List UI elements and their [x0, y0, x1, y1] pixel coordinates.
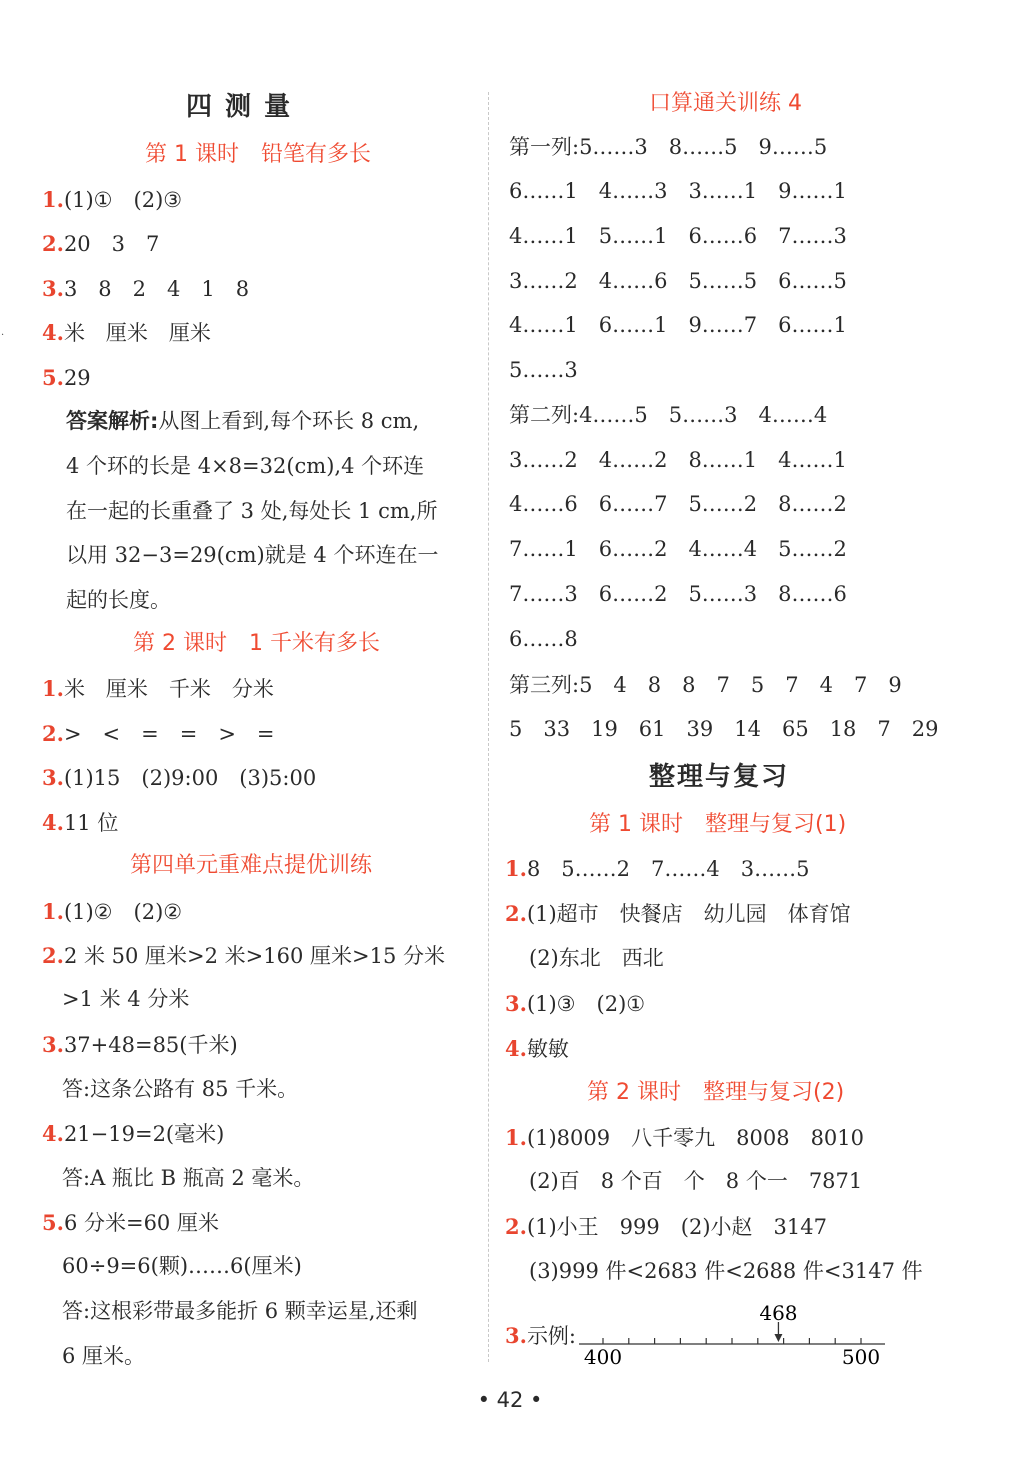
review2-header: 第 2 课时 整理与复习(2)	[587, 1080, 845, 1105]
end-label: 500	[841, 1345, 881, 1369]
calc-line: 4……6 6……7 5……2 8……2	[509, 492, 847, 516]
explanation-line: 在一起的长重叠了 3 处,每处长 1 cm,所	[66, 499, 438, 523]
calc-line: 第三列:5 4 8 8 7 5 7 4 7 9	[509, 673, 902, 697]
answer-line: 答:这条公路有 85 千米。	[62, 1077, 299, 1101]
answer-line: 1.米 厘米 千米 分米	[42, 676, 274, 701]
review-title: 整理与复习	[649, 762, 790, 792]
calc-line: 7……1 6……2 4……4 5……2	[509, 537, 847, 561]
edge-mark: ·	[1, 330, 5, 341]
lesson1-header: 第 1 课时 铅笔有多长	[145, 142, 371, 167]
calc-line: 3……2 4……2 8……1 4……1	[509, 448, 847, 472]
answer-line: 60÷9=6(颗)……6(厘米)	[62, 1254, 302, 1278]
unit-header: 第四单元重难点提优训练	[130, 853, 373, 878]
answer-line: 2.20 3 7	[42, 231, 160, 256]
explanation-line: 4 个环的长是 4×8=32(cm),4 个环连	[66, 454, 425, 478]
answer-line: 2.(1)超市 快餐店 幼儿园 体育馆	[505, 901, 851, 926]
answer-line: 4.米 厘米 厘米	[42, 320, 211, 345]
answer-line: (2)东北 西北	[529, 946, 664, 970]
answer-line: 5.29	[42, 365, 91, 390]
review1-header: 第 1 课时 整理与复习(1)	[589, 812, 847, 837]
answer-line: 1.8 5……2 7……4 3……5	[505, 856, 810, 881]
answer-line: 1.(1)8009 八千零九 8008 8010	[505, 1125, 865, 1150]
column-divider	[488, 92, 489, 1362]
calc-line: 6……1 4……3 3……1 9……1	[509, 179, 847, 203]
calc-header: 口算通关训练 4	[649, 91, 802, 116]
calc-line: 5 33 19 61 39 14 65 18 7 29	[509, 717, 939, 741]
answer-line: 2.2 米 50 厘米>2 米>160 厘米>15 分米	[42, 943, 446, 968]
answer-line: 3.37+48=85(千米)	[42, 1032, 238, 1057]
chapter-title: 四 测 量	[186, 92, 293, 122]
answer-line: 答:这根彩带最多能折 6 颗幸运星,还剩	[62, 1299, 418, 1323]
calc-line: 4……1 5……1 6……6 7……3	[509, 224, 847, 248]
answer-line: 3.示例:	[505, 1323, 577, 1348]
answer-line: 6 厘米。	[62, 1344, 146, 1368]
answer-line: 答:A 瓶比 B 瓶高 2 毫米。	[62, 1166, 315, 1190]
marker-label: 468	[759, 1301, 798, 1325]
calc-line: 4……1 6……1 9……7 6……1	[509, 313, 847, 337]
answer-line: 1.(1)① (2)③	[42, 187, 183, 212]
answer-line: >1 米 4 分米	[62, 987, 190, 1011]
answer-line: 2.(1)小王 999 (2)小赵 3147	[505, 1214, 827, 1239]
answer-line: 4.敏敏	[505, 1036, 569, 1061]
answer-line: 4.21−19=2(毫米)	[42, 1121, 225, 1146]
calc-line: 第一列:5……3 8……5 9……5	[509, 135, 828, 159]
calc-line: 5……3	[509, 358, 578, 382]
calc-line: 第二列:4……5 5……3 4……4	[509, 403, 828, 427]
answer-line: (3)999 件<2683 件<2688 件<3147 件	[529, 1259, 923, 1283]
lesson2-header: 第 2 课时 1 千米有多长	[133, 631, 380, 656]
answer-line: 4.11 位	[42, 810, 119, 835]
calc-line: 3……2 4……6 5……5 6……5	[509, 269, 847, 293]
calc-line: 6……8	[509, 627, 578, 651]
answer-line: 3.(1)③ (2)①	[505, 991, 646, 1016]
explanation-line: 答案解析:从图上看到,每个环长 8 cm,	[66, 409, 420, 433]
answer-line: 5.6 分米=60 厘米	[42, 1210, 219, 1235]
answer-line: 3.(1)15 (2)9:00 (3)5:00	[42, 765, 317, 790]
number-line-ticks	[603, 1338, 861, 1344]
answer-line: 2.> < = = > =	[42, 721, 275, 746]
start-label: 400	[583, 1345, 623, 1369]
explanation-line: 以用 32−3=29(cm)就是 4 个环连在一	[66, 543, 439, 567]
marker-arrowhead	[774, 1334, 782, 1342]
answer-line: 1.(1)② (2)②	[42, 899, 183, 924]
answer-line: (2)百 8 个百 个 8 个一 7871	[529, 1169, 863, 1193]
number-line	[575, 1298, 905, 1370]
answer-line: 3.3 8 2 4 1 8	[42, 276, 250, 301]
page-number: • 42 •	[477, 1388, 543, 1412]
calc-line: 7……3 6……2 5……3 8……6	[509, 582, 847, 606]
explanation-line: 起的长度。	[66, 588, 171, 612]
